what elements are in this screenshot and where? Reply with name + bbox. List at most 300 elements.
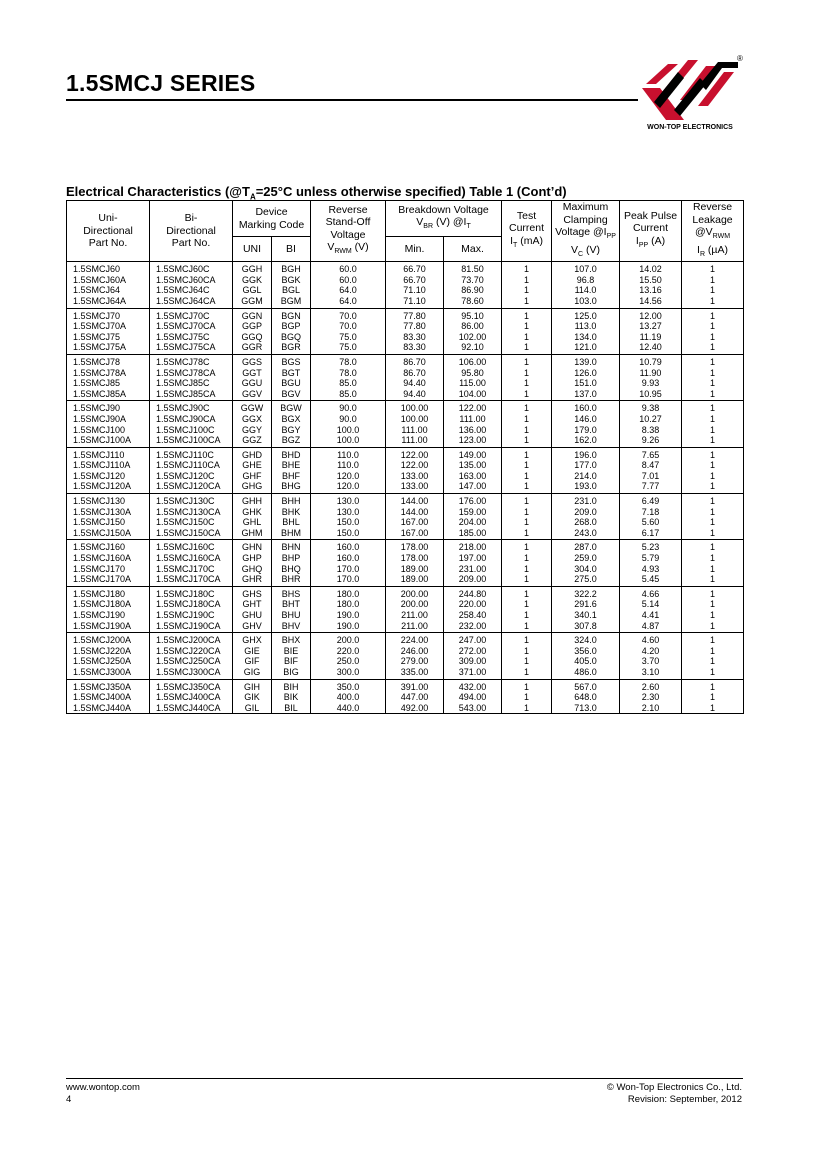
- table-cell: 1: [502, 646, 552, 657]
- table-cell: 1.5SMCJ170C: [150, 564, 233, 575]
- table-cell: GIK: [233, 692, 272, 703]
- table-cell: 150.0: [311, 517, 386, 528]
- table-cell: 190.0: [311, 621, 386, 633]
- table-cell: 5.79: [620, 553, 682, 564]
- footer-website[interactable]: www.wontop.com: [66, 1082, 140, 1093]
- table-cell: 200.00: [386, 599, 444, 610]
- table-cell: 100.00: [386, 414, 444, 425]
- table-cell: 1: [682, 553, 744, 564]
- table-cell: BIF: [272, 656, 311, 667]
- table-cell: 4.60: [620, 633, 682, 646]
- table-cell: 1: [682, 494, 744, 507]
- header-test-current: Test Current $I_T$ (mA): [502, 201, 552, 262]
- table-cell: 9.26: [620, 435, 682, 447]
- table-cell: 9.38: [620, 401, 682, 414]
- table-cell: 1.5SMCJ100CA: [150, 435, 233, 447]
- table-cell: 307.8: [552, 621, 620, 633]
- table-cell: 1.5SMCJ70C: [150, 308, 233, 321]
- table-cell: 1.5SMCJ60C: [150, 262, 233, 275]
- table-cell: 122.00: [386, 447, 444, 460]
- table-cell: 1: [682, 679, 744, 692]
- table-cell: 5.14: [620, 599, 682, 610]
- table-cell: 1.5SMCJ110: [67, 447, 150, 460]
- table-cell: 134.0: [552, 332, 620, 343]
- table-cell: 232.00: [444, 621, 502, 633]
- header-peak-pulse: Peak Pulse Current $I_{PP}$ (A): [620, 201, 682, 262]
- footer-page-number: 4: [66, 1094, 72, 1105]
- table-cell: 94.40: [386, 389, 444, 401]
- table-cell: 15.50: [620, 275, 682, 286]
- table-cell: 113.0: [552, 321, 620, 332]
- table-cell: 1.5SMCJ160CA: [150, 553, 233, 564]
- table-cell: 1: [502, 447, 552, 460]
- header-leakage: Reverse Leakage $@V_{RWM}$ $I_R$ (µA): [682, 201, 744, 262]
- table-cell: 180.0: [311, 599, 386, 610]
- table-cell: 309.00: [444, 656, 502, 667]
- table-cell: 177.0: [552, 460, 620, 471]
- table-cell: GGS: [233, 354, 272, 367]
- table-cell: 71.10: [386, 296, 444, 308]
- table-cell: 111.00: [444, 414, 502, 425]
- header-min: Min.: [386, 237, 444, 262]
- table-cell: 214.0: [552, 471, 620, 482]
- table-cell: 3.10: [620, 667, 682, 679]
- table-cell: 78.0: [311, 368, 386, 379]
- table-cell: 90.0: [311, 401, 386, 414]
- table-cell: 1.5SMCJ350A: [67, 679, 150, 692]
- table-cell: GIE: [233, 646, 272, 657]
- table-cell: 149.00: [444, 447, 502, 460]
- header-breakdown: Breakdown Voltage $V_{BR}$ (V) $@I_T$: [386, 201, 502, 237]
- table-cell: BHE: [272, 460, 311, 471]
- table-cell: 1.5SMCJ85C: [150, 378, 233, 389]
- table-cell: 9.93: [620, 378, 682, 389]
- table-cell: 197.00: [444, 553, 502, 564]
- table-cell: 1: [502, 435, 552, 447]
- registered-mark: ®: [737, 54, 743, 63]
- table-cell: 1: [502, 656, 552, 667]
- table-cell: 104.00: [444, 389, 502, 401]
- table-cell: GHF: [233, 471, 272, 482]
- table-cell: 291.6: [552, 599, 620, 610]
- table-cell: GGY: [233, 425, 272, 436]
- table-cell: 123.00: [444, 435, 502, 447]
- table-cell: 1: [682, 574, 744, 586]
- table-cell: 86.00: [444, 321, 502, 332]
- table-cell: 567.0: [552, 679, 620, 692]
- table-cell: 1: [502, 692, 552, 703]
- table-cell: BGY: [272, 425, 311, 436]
- table-cell: GHX: [233, 633, 272, 646]
- table-cell: 432.00: [444, 679, 502, 692]
- table-cell: 1.5SMCJ64CA: [150, 296, 233, 308]
- table-cell: 300.0: [311, 667, 386, 679]
- table-cell: 268.0: [552, 517, 620, 528]
- table-cell: 71.10: [386, 285, 444, 296]
- table-cell: 1: [682, 667, 744, 679]
- table-cell: BGR: [272, 342, 311, 354]
- table-cell: BGV: [272, 389, 311, 401]
- table-cell: 1: [682, 332, 744, 343]
- table-cell: 1: [502, 332, 552, 343]
- table-cell: 1.5SMCJ180: [67, 586, 150, 599]
- table-cell: 160.0: [311, 553, 386, 564]
- table-cell: 86.70: [386, 354, 444, 367]
- table-cell: 1: [502, 703, 552, 714]
- table-cell: 77.80: [386, 308, 444, 321]
- table-cell: 147.00: [444, 481, 502, 493]
- table-row: [67, 389, 744, 401]
- footer-rule: [66, 1078, 743, 1079]
- table-cell: BHD: [272, 447, 311, 460]
- table-cell: 492.00: [386, 703, 444, 714]
- table-cell: GGX: [233, 414, 272, 425]
- table-row: [67, 342, 744, 354]
- table-cell: 6.17: [620, 528, 682, 540]
- table-cell: 1.5SMCJ130CA: [150, 507, 233, 518]
- table-cell: 4.20: [620, 646, 682, 657]
- table-cell: BHP: [272, 553, 311, 564]
- table-cell: 81.50: [444, 262, 502, 275]
- table-cell: 1.5SMCJ85: [67, 378, 150, 389]
- table-cell: 115.00: [444, 378, 502, 389]
- table-cell: 163.00: [444, 471, 502, 482]
- table-cell: GGP: [233, 321, 272, 332]
- table-cell: BGN: [272, 308, 311, 321]
- table-cell: 167.00: [386, 517, 444, 528]
- table-cell: GGL: [233, 285, 272, 296]
- table-cell: 405.0: [552, 656, 620, 667]
- table-cell: 1: [682, 389, 744, 401]
- table-cell: 66.70: [386, 262, 444, 275]
- table-cell: 1.5SMCJ75CA: [150, 342, 233, 354]
- table-cell: 1.5SMCJ190CA: [150, 621, 233, 633]
- table-cell: 1: [502, 621, 552, 633]
- table-cell: GHH: [233, 494, 272, 507]
- table-cell: 1: [502, 368, 552, 379]
- table-cell: 1: [682, 285, 744, 296]
- title-rule: [66, 99, 638, 101]
- table-cell: 103.0: [552, 296, 620, 308]
- header-clamping: Maximum Clamping Voltage $@I_{PP}$ $V_C$ (V): [552, 201, 620, 262]
- table-cell: GGV: [233, 389, 272, 401]
- table-cell: 64.0: [311, 296, 386, 308]
- table-cell: 7.65: [620, 447, 682, 460]
- table-cell: 139.0: [552, 354, 620, 367]
- table-cell: 220.0: [311, 646, 386, 657]
- table-cell: 1: [682, 460, 744, 471]
- table-cell: 1.5SMCJ170CA: [150, 574, 233, 586]
- table-cell: 648.0: [552, 692, 620, 703]
- table-cell: BIE: [272, 646, 311, 657]
- header-standoff: Reverse Stand-Off Voltage $V_{RWM}$ (V): [311, 201, 386, 262]
- table-cell: GHU: [233, 610, 272, 621]
- table-cell: 1.5SMCJ400CA: [150, 692, 233, 703]
- table-row: [67, 646, 744, 657]
- table-cell: GHQ: [233, 564, 272, 575]
- table-cell: 304.0: [552, 564, 620, 575]
- table-cell: 1.5SMCJ150CA: [150, 528, 233, 540]
- table-cell: 122.00: [444, 401, 502, 414]
- table-cell: 189.00: [386, 564, 444, 575]
- table-cell: 110.0: [311, 447, 386, 460]
- table-row: [67, 481, 744, 493]
- table-cell: 14.56: [620, 296, 682, 308]
- table-cell: 1: [682, 321, 744, 332]
- table-row: [67, 574, 744, 586]
- table-row: [67, 528, 744, 540]
- table-cell: GGZ: [233, 435, 272, 447]
- table-cell: 90.0: [311, 414, 386, 425]
- table-cell: 111.00: [386, 425, 444, 436]
- table-cell: GHR: [233, 574, 272, 586]
- table-cell: 1: [502, 574, 552, 586]
- table-cell: BIH: [272, 679, 311, 692]
- table-row: [67, 275, 744, 286]
- table-cell: 1: [502, 633, 552, 646]
- table-cell: 106.00: [444, 354, 502, 367]
- table-cell: 120.0: [311, 481, 386, 493]
- table-cell: 151.0: [552, 378, 620, 389]
- table-cell: 1.5SMCJ64A: [67, 296, 150, 308]
- table-cell: 1: [502, 610, 552, 621]
- table-cell: 1.5SMCJ90: [67, 401, 150, 414]
- table-row: [67, 401, 744, 414]
- table-cell: 1.5SMCJ200CA: [150, 633, 233, 646]
- table-cell: 1: [682, 296, 744, 308]
- table-cell: 85.0: [311, 378, 386, 389]
- table-row: [67, 564, 744, 575]
- table-cell: GHL: [233, 517, 272, 528]
- table-cell: 70.0: [311, 308, 386, 321]
- table-cell: BGU: [272, 378, 311, 389]
- table-cell: 4.87: [620, 621, 682, 633]
- table-cell: 137.0: [552, 389, 620, 401]
- table-cell: 371.00: [444, 667, 502, 679]
- table-cell: 1: [682, 517, 744, 528]
- table-cell: 1.5SMCJ160A: [67, 553, 150, 564]
- table-cell: BHT: [272, 599, 311, 610]
- table-cell: 1: [682, 692, 744, 703]
- table-cell: 178.00: [386, 553, 444, 564]
- table-cell: 335.00: [386, 667, 444, 679]
- table-cell: GHD: [233, 447, 272, 460]
- table-cell: 1.5SMCJ110A: [67, 460, 150, 471]
- table-cell: 1.5SMCJ190C: [150, 610, 233, 621]
- table-cell: BHX: [272, 633, 311, 646]
- table-cell: 1.5SMCJ78: [67, 354, 150, 367]
- header-marking: Device Marking Code: [233, 201, 311, 237]
- table-cell: GHT: [233, 599, 272, 610]
- table-cell: 1.5SMCJ78CA: [150, 368, 233, 379]
- table-cell: 1.5SMCJ130C: [150, 494, 233, 507]
- table-row: [67, 633, 744, 646]
- table-cell: 204.00: [444, 517, 502, 528]
- table-cell: 1: [502, 275, 552, 286]
- table-cell: BHQ: [272, 564, 311, 575]
- header-max: Max.: [444, 237, 502, 262]
- table-cell: 1: [682, 414, 744, 425]
- table-cell: 486.0: [552, 667, 620, 679]
- table-cell: GIG: [233, 667, 272, 679]
- table-cell: 100.0: [311, 435, 386, 447]
- table-cell: 1: [502, 401, 552, 414]
- table-cell: GIL: [233, 703, 272, 714]
- table-cell: 86.90: [444, 285, 502, 296]
- table-cell: BGW: [272, 401, 311, 414]
- table-cell: 3.70: [620, 656, 682, 667]
- table-row: [67, 262, 744, 275]
- table-cell: 391.00: [386, 679, 444, 692]
- table-cell: 1.5SMCJ180C: [150, 586, 233, 599]
- brand-name: WON-TOP ELECTRONICS: [647, 124, 733, 131]
- table-cell: BIG: [272, 667, 311, 679]
- table-cell: 1.5SMCJ160C: [150, 540, 233, 553]
- table-cell: 70.0: [311, 321, 386, 332]
- table-cell: GIH: [233, 679, 272, 692]
- table-cell: 1: [682, 435, 744, 447]
- table-cell: 200.00: [386, 586, 444, 599]
- table-cell: GHK: [233, 507, 272, 518]
- table-row: [67, 586, 744, 599]
- table-cell: 7.18: [620, 507, 682, 518]
- table-cell: 189.00: [386, 574, 444, 586]
- table-row: [67, 507, 744, 518]
- table-cell: 1.5SMCJ400A: [67, 692, 150, 703]
- table-cell: 244.80: [444, 586, 502, 599]
- table-cell: 1: [502, 553, 552, 564]
- table-cell: 1: [502, 481, 552, 493]
- table-cell: 176.00: [444, 494, 502, 507]
- table-row: [67, 296, 744, 308]
- table-cell: BGT: [272, 368, 311, 379]
- table-cell: 200.0: [311, 633, 386, 646]
- table-row: [67, 621, 744, 633]
- table-row: [67, 332, 744, 343]
- table-cell: 1.5SMCJ120: [67, 471, 150, 482]
- table-cell: 95.10: [444, 308, 502, 321]
- table-cell: 1: [682, 646, 744, 657]
- table-cell: GGM: [233, 296, 272, 308]
- table-cell: BHR: [272, 574, 311, 586]
- table-cell: 275.0: [552, 574, 620, 586]
- table-cell: 1: [682, 507, 744, 518]
- table-cell: 136.00: [444, 425, 502, 436]
- table-cell: 1: [682, 621, 744, 633]
- table-cell: 1: [502, 414, 552, 425]
- table-cell: 1: [502, 354, 552, 367]
- table-cell: BHN: [272, 540, 311, 553]
- table-cell: 14.02: [620, 262, 682, 275]
- table-cell: BGM: [272, 296, 311, 308]
- table-row: [67, 285, 744, 296]
- table-cell: GHV: [233, 621, 272, 633]
- table-cell: 713.0: [552, 703, 620, 714]
- table-cell: GGK: [233, 275, 272, 286]
- table-cell: BHV: [272, 621, 311, 633]
- table-cell: 246.00: [386, 646, 444, 657]
- table-cell: 110.0: [311, 460, 386, 471]
- table-cell: 322.2: [552, 586, 620, 599]
- table-cell: GHM: [233, 528, 272, 540]
- table-cell: 133.00: [386, 481, 444, 493]
- table-cell: 185.00: [444, 528, 502, 540]
- table-row: [67, 308, 744, 321]
- table-cell: 60.0: [311, 275, 386, 286]
- table-cell: 1: [502, 586, 552, 599]
- table-cell: BHL: [272, 517, 311, 528]
- table-cell: 272.00: [444, 646, 502, 657]
- table-cell: 2.60: [620, 679, 682, 692]
- table-cell: 1.5SMCJ150C: [150, 517, 233, 528]
- table-cell: 1.5SMCJ220CA: [150, 646, 233, 657]
- table-cell: 1.5SMCJ64: [67, 285, 150, 296]
- table-cell: 1: [502, 528, 552, 540]
- table-cell: 10.27: [620, 414, 682, 425]
- table-cell: 1: [682, 368, 744, 379]
- table-cell: 1.5SMCJ300A: [67, 667, 150, 679]
- table-cell: 1: [502, 321, 552, 332]
- table-row: [67, 517, 744, 528]
- table-cell: 356.0: [552, 646, 620, 657]
- table-cell: 1: [502, 378, 552, 389]
- table-cell: 1.5SMCJ100: [67, 425, 150, 436]
- table-cell: 135.00: [444, 460, 502, 471]
- table-cell: 1: [502, 342, 552, 354]
- table-cell: 1: [682, 633, 744, 646]
- table-cell: 1.5SMCJ85CA: [150, 389, 233, 401]
- table-cell: 1.5SMCJ110CA: [150, 460, 233, 471]
- table-cell: 1.5SMCJ190A: [67, 621, 150, 633]
- table-cell: 1: [682, 354, 744, 367]
- page-title: 1.5SMCJ SERIES: [66, 70, 256, 96]
- table-cell: 95.80: [444, 368, 502, 379]
- table-row: [67, 692, 744, 703]
- table-cell: 10.95: [620, 389, 682, 401]
- table-cell: 4.66: [620, 586, 682, 599]
- table-cell: 1.5SMCJ250CA: [150, 656, 233, 667]
- table-cell: 350.0: [311, 679, 386, 692]
- table-cell: 1: [502, 308, 552, 321]
- table-cell: 1: [682, 308, 744, 321]
- table-row: [67, 679, 744, 692]
- table-cell: 1: [502, 507, 552, 518]
- table-cell: 1: [682, 564, 744, 575]
- table-row: [67, 414, 744, 425]
- table-row: [67, 435, 744, 447]
- table-cell: 1: [682, 342, 744, 354]
- table-cell: 1: [502, 471, 552, 482]
- table-cell: 146.0: [552, 414, 620, 425]
- table-cell: 1.5SMCJ250A: [67, 656, 150, 667]
- table-cell: 1.5SMCJ100A: [67, 435, 150, 447]
- table-row: [67, 656, 744, 667]
- table-cell: 209.0: [552, 507, 620, 518]
- table-cell: 1.5SMCJ60A: [67, 275, 150, 286]
- table-cell: GGQ: [233, 332, 272, 343]
- electrical-characteristics-table: [66, 200, 744, 714]
- table-cell: 196.0: [552, 447, 620, 460]
- table-cell: GHE: [233, 460, 272, 471]
- table-cell: 167.00: [386, 528, 444, 540]
- table-cell: 12.40: [620, 342, 682, 354]
- table-cell: 170.0: [311, 574, 386, 586]
- table-cell: 1: [502, 599, 552, 610]
- table-cell: 2.10: [620, 703, 682, 714]
- table-cell: 1: [682, 447, 744, 460]
- table-cell: 1.5SMCJ130A: [67, 507, 150, 518]
- table-cell: 78.60: [444, 296, 502, 308]
